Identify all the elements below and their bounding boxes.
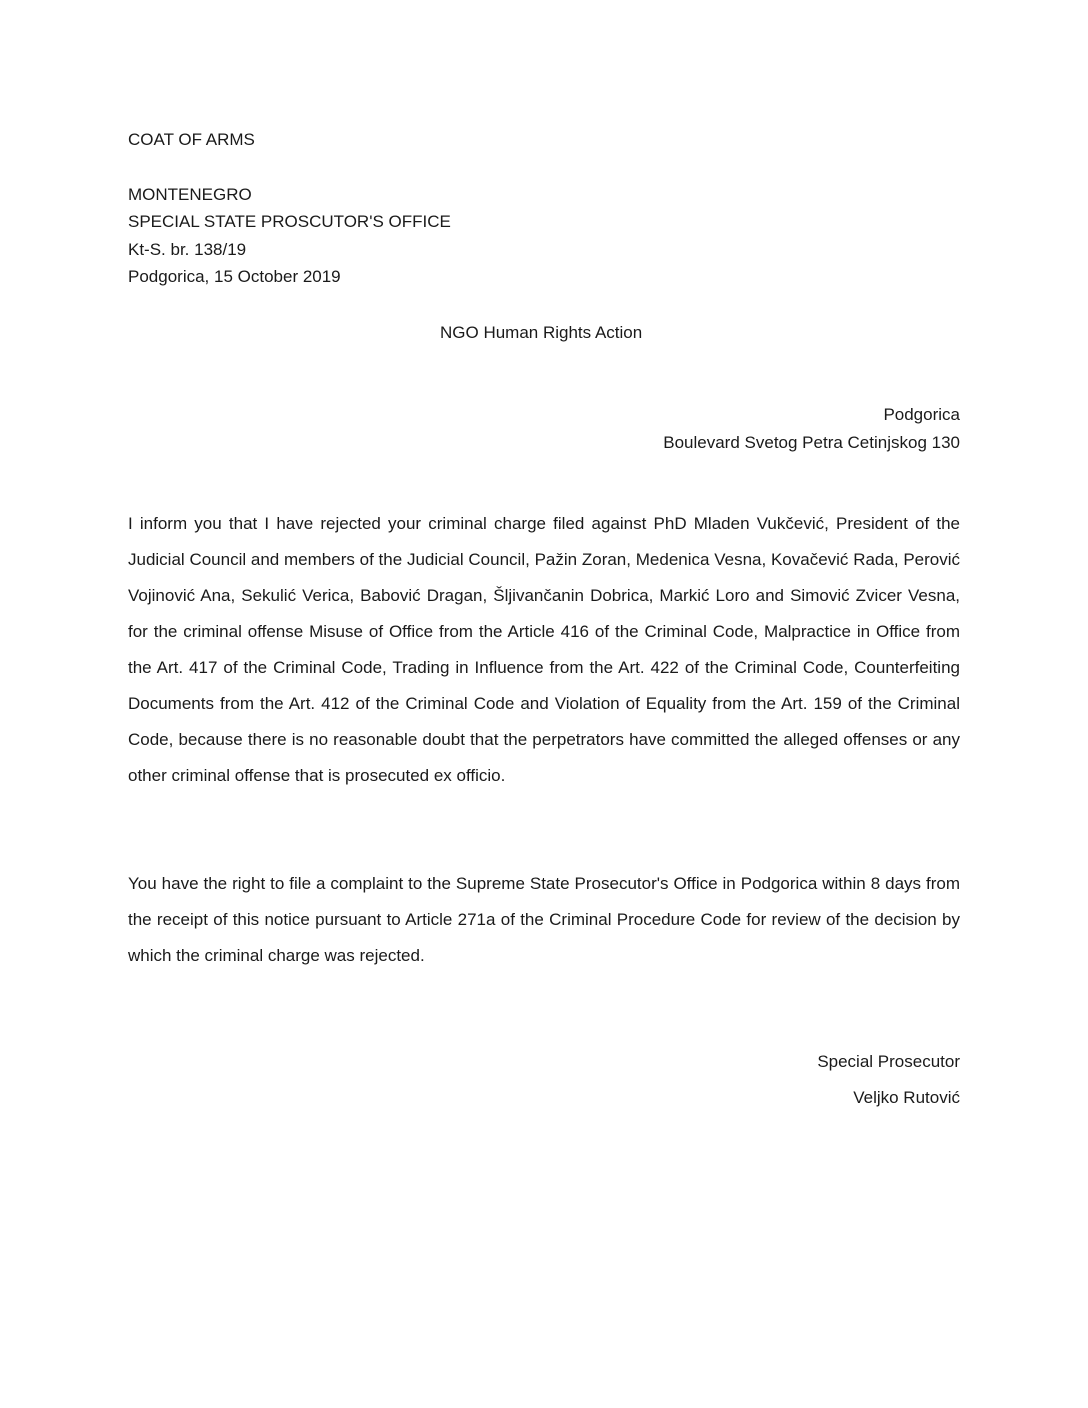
place-and-date: Podgorica, 15 October 2019 — [128, 267, 341, 286]
recipient-name: NGO Human Rights Action — [440, 323, 643, 342]
office-name: SPECIAL STATE PROSCUTOR'S OFFICE — [128, 212, 451, 231]
signature-name: Veljko Rutović — [853, 1088, 960, 1107]
country-name: MONTENEGRO — [128, 185, 252, 204]
signature-title: Special Prosecutor — [817, 1052, 960, 1071]
body-paragraph-1: I inform you that I have rejected your criminal charge filed against PhD Mladen Vukčević, President of the Judicial Council and members of the Judicial Council, Pažin Zoran, Medenica Vesna, Kovačević Rada, Perović Vojinović Ana, Sekulić Verica, Babović Dragan, Šljivančanin Dobrica, Markić Loro and Simović Zvicer Vesna, for the criminal offense Misuse of Office from the Article 416 of the Criminal Code, Malpractice in Office from the Art. 417 of the Criminal Code, Trading in Influence from the Art. 422 of the Criminal Code, Counterfeiting Documents from the Art. 412 of the Criminal Code and Violation of Equality from the Art. 159 of the Criminal Code, because there is no reasonable doubt that the perpetrators have committed the alleged offenses or any other criminal offense that is prosecuted ex officio. — [128, 514, 960, 785]
body-paragraph-2: You have the right to file a complaint to the Supreme State Prosecutor's Office in Podgorica within 8 days from the receipt of this notice pursuant to Article 271a of the Criminal Procedure Code for review of the decision by which the criminal charge was rejected. — [128, 874, 960, 965]
recipient-city: Podgorica — [883, 405, 960, 424]
coat-of-arms-label: COAT OF ARMS — [128, 130, 255, 149]
reference-number: Kt-S. br. 138/19 — [128, 240, 247, 259]
recipient-address: Boulevard Svetog Petra Cetinjskog 130 — [663, 433, 960, 452]
